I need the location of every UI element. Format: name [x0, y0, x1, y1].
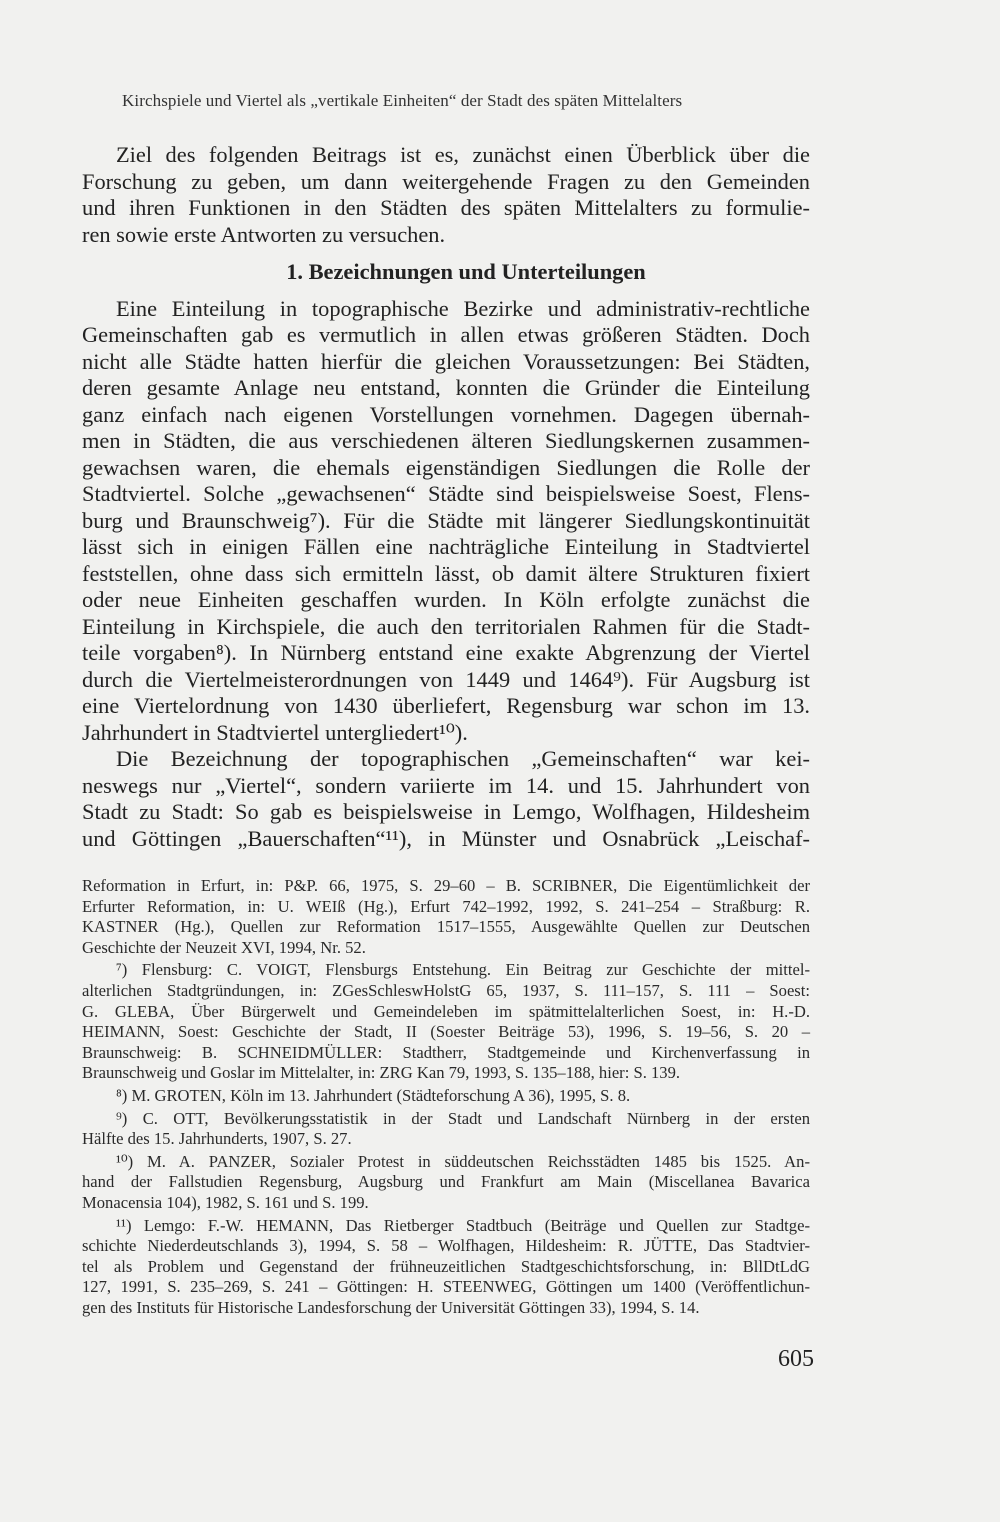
footnote-continuation [82, 876, 810, 958]
text-line: gewachsen waren, die ehemals eigenständigen Siedlungen die Rolle der [82, 454, 810, 480]
text-line: Die Bezeichnung der topographischen „Gemeinschaften“ war kei- [116, 746, 810, 771]
footnote-line: Braunschweig: B. SCHNEIDMÜLLER: Stadtherr, Stadtgemeinde und Kirchenverfassung in [82, 1042, 810, 1062]
footnote-line: tel als Problem und Gegenstand der frühneuzeitlichen Stadtgeschichtsforschung, in: BllDtLdG [82, 1256, 810, 1276]
text-line: oder neue Einheiten geschaffen wurden. In Köln erfolgte zunächst die [82, 587, 810, 612]
text-line: Einteilung in Kirchspiele, die auch den territorialen Rahmen für die Stadt- [82, 613, 810, 639]
text-line: burg und Braunschweig⁷). Für die Städte mit längerer Siedlungskontinuität [82, 507, 810, 533]
main-text [82, 142, 810, 852]
footnote-line: hand der Fallstudien Regensburg, Augsburg und Frankfurt am Main (Miscellanea Bavarica [82, 1172, 810, 1192]
footnote-line: G. GLEBA, Über Bürgerwelt und Gemeindeleben im spätmittelalterlichen Soest, in: H.-D. [82, 1001, 810, 1021]
footnote-line: gen des Instituts für Historische Landesforschung der Universität Göttingen 33), 1994, S. 14. [82, 1297, 700, 1317]
footnote-line: Reformation in Erfurt, in: P&P. 66, 1975, S. 29–60 – B. SCRIBNER, Die Eigentümlichkeit der [82, 876, 810, 895]
footnote-line: ¹⁰) M. A. PANZER, Sozialer Protest in süddeutschen Reichsstädten 1485 bis 1525. An- [116, 1151, 810, 1171]
footnote-line: KASTNER (Hg.), Quellen zur Reformation 1517–1555, Ausgewählte Quellen zur Deutschen [82, 917, 810, 937]
footnote-line: Monacensia 104), 1982, S. 161 und S. 199. [82, 1192, 369, 1212]
paragraph-1 [82, 296, 810, 747]
footnote-line: ¹¹) Lemgo: F.-W. HEMANN, Das Rietberger Stadtbuch (Beiträge und Quellen zur Stadtge- [116, 1215, 810, 1235]
footnote-line: schichte Niederdeutschlands 3), 1994, S. 58 – Wolfhagen, Hildesheim: R. JÜTTE, Das Stadtvier- [82, 1236, 810, 1256]
footnote-line: ⁷) Flensburg: C. VOIGT, Flensburgs Entstehung. Ein Beitrag zur Geschichte der mittel- [116, 960, 810, 980]
text-line: ganz einfach nach eigenen Vorstellungen vornehmen. Dagegen übernah- [82, 401, 810, 427]
text-line: lässt sich in einigen Fällen eine nachträgliche Einteilung in Stadtviertel [82, 534, 810, 559]
text-line: und ihren Funktionen in den Städten des späten Mittelalters zu formulie- [82, 195, 810, 220]
footnote-11 [82, 1216, 810, 1319]
footnote-line: alterlichen Stadtgründungen, in: ZGesSchleswHolstG 65, 1937, S. 111–157, S. 111 – Soest: [82, 980, 810, 1000]
footnote-7 [82, 960, 810, 1084]
page-number: 605 [778, 1346, 814, 1372]
section-heading: 1. Bezeichnungen und Unterteilungen [286, 259, 646, 284]
text-line: nicht alle Städte hatten hierfür die gleichen Voraussetzungen: Bei Städten, [82, 348, 810, 374]
text-line: Gemeinschaften gab es vermutlich in allen etwas größeren Städten. Doch [82, 322, 810, 347]
footnote-10 [82, 1152, 810, 1214]
text-line: Stadt zu Stadt: So gab es beispielsweise in Lemgo, Wolfhagen, Hildesheim [82, 799, 810, 824]
text-line: eine Viertelordnung von 1430 überliefert, Regensburg war schon im 13. [82, 693, 810, 718]
text-line: teile vorgaben⁸). In Nürnberg entstand eine exakte Abgrenzung der Viertel [82, 640, 810, 665]
text-line: men in Städten, die aus verschiedenen älteren Siedlungskernen zusammen- [82, 428, 810, 453]
footnote-line: Geschichte der Neuzeit XVI, 1994, Nr. 52. [82, 937, 366, 957]
running-head: Kirchspiele und Viertel als „vertikale Einheiten“ der Stadt des späten Mittelalters [122, 91, 683, 110]
footnote-line: Braunschweig und Goslar im Mittelalter, in: ZRG Kan 79, 1993, S. 135–188, hier: S. 139. [82, 1063, 681, 1083]
footnotes [82, 876, 810, 1318]
text-line: neswegs nur „Viertel“, sondern variierte im 14. und 15. Jahrhundert von [82, 772, 810, 798]
text-line: feststellen, ohne dass sich ermitteln lässt, ob damit ältere Strukturen fixiert [82, 560, 810, 586]
footnote-line: ⁹) C. OTT, Bevölkerungsstatistik in der Stadt und Landschaft Nürnberg in der ersten [116, 1108, 810, 1128]
footnote-line: HEIMANN, Soest: Geschichte der Stadt, II (Soester Beiträge 53), 1996, S. 19–56, S. 20 – [82, 1022, 810, 1042]
footnote-line: 127, 1991, S. 235–269, S. 241 – Göttingen: H. STEENWEG, Göttingen um 1400 (Veröffentlichun- [82, 1277, 810, 1297]
text-line: Stadtviertel. Solche „gewachsenen“ Städte sind beispielsweise Soest, Flens- [82, 481, 810, 506]
text-line: und Göttingen „Bauerschaften“¹¹), in Münster und Osnabrück „Leischaf- [82, 825, 810, 851]
paragraph-2 [82, 746, 810, 852]
footnote-line: Hälfte des 15. Jahrhunderts, 1907, S. 27. [82, 1129, 352, 1149]
text-line: ren sowie erste Antworten zu versuchen. [82, 221, 446, 247]
footnote-8 [82, 1086, 810, 1107]
footnote-line: ⁸) M. GROTEN, Köln im 13. Jahrhundert (Städteforschung A 36), 1995, S. 8. [116, 1085, 631, 1105]
intro-paragraph [82, 142, 810, 248]
text-line: durch die Viertelmeisterordnungen von 1449 und 1464⁹). Für Augsburg ist [82, 666, 810, 692]
text-line: Eine Einteilung in topographische Bezirke und administrativ-rechtliche [116, 295, 810, 321]
footnote-line: Erfurter Reformation, in: U. WEIß (Hg.), Erfurt 742–1992, 1992, S. 241–254 – Straßburg: R. [82, 896, 810, 916]
footnote-9 [82, 1109, 810, 1150]
text-line: deren gesamte Anlage neu entstand, konnten die Gründer die Einteilung [82, 375, 810, 400]
text-line: Ziel des folgenden Beitrags ist es, zunächst einen Überblick über die [116, 142, 810, 167]
text-line: Forschung zu geben, um dann weitergehende Fragen zu den Gemeinden [82, 168, 810, 194]
text-line: Jahrhundert in Stadtviertel untergliedert¹⁰). [82, 719, 468, 745]
